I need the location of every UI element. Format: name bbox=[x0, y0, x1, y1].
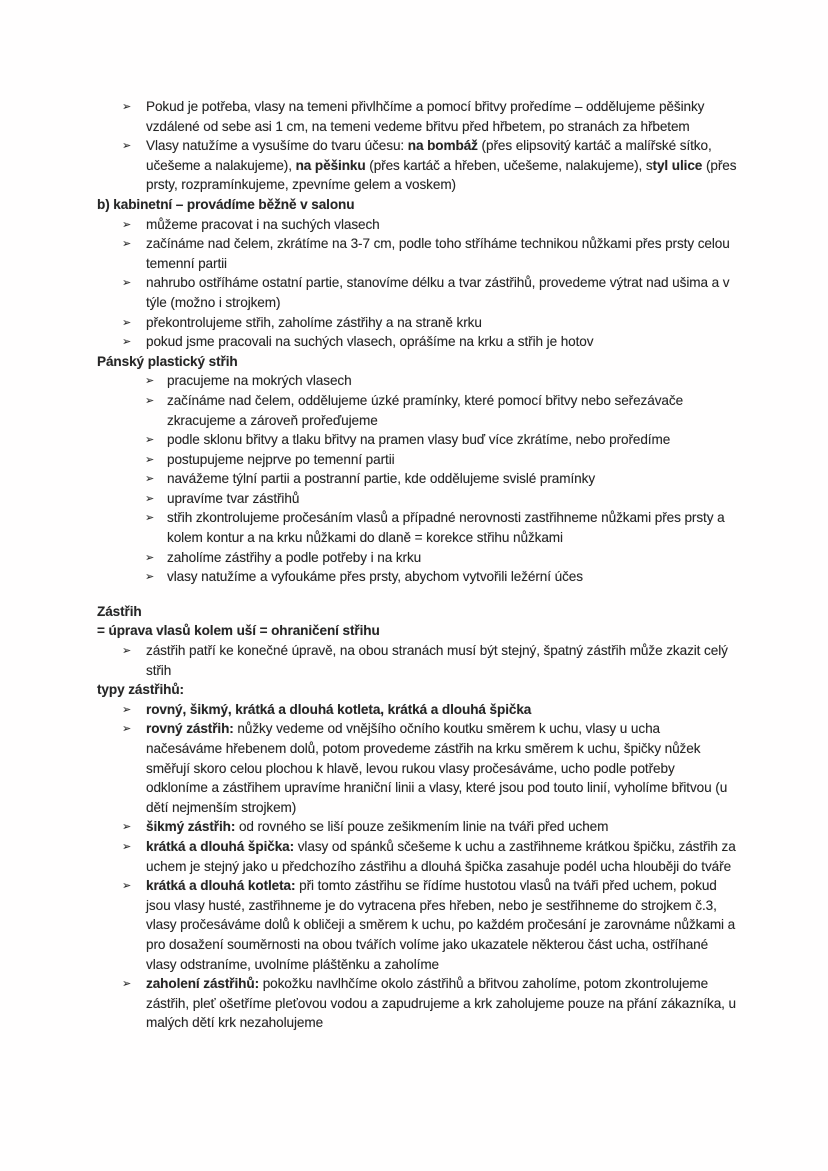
bullet-arrow-icon: ➢ bbox=[145, 472, 155, 486]
bullet-item bbox=[97, 837, 739, 876]
bullet-text bbox=[146, 313, 739, 333]
section-heading bbox=[97, 352, 739, 372]
bullet-item bbox=[97, 450, 739, 470]
text-segment: střih zkontrolujeme pročesáním vlasů a případné nerovnosti zastřihneme nůžkami přes prsty a kolem kontur a na krku nůžkami do dlaně = korekce střihu nůžkami bbox=[167, 510, 725, 546]
text-segment: Vlasy natužíme a vysušíme do tvaru účesu: bbox=[146, 138, 408, 154]
section-heading bbox=[97, 621, 739, 641]
bullet-arrow-icon: ➢ bbox=[145, 452, 155, 466]
bullet-item bbox=[97, 97, 739, 136]
bullet-text bbox=[146, 719, 739, 817]
bullet-item bbox=[97, 391, 739, 430]
bullet-item bbox=[97, 136, 739, 195]
bullet-text bbox=[146, 700, 739, 720]
text-segment: na pěšinku bbox=[295, 157, 366, 173]
bullet-text bbox=[167, 489, 739, 509]
bullet-arrow-icon: ➢ bbox=[122, 977, 132, 991]
bullet-arrow-icon: ➢ bbox=[145, 570, 155, 584]
bullet-arrow-icon: ➢ bbox=[122, 879, 132, 893]
text-segment: krátká a dlouhá špička: bbox=[146, 838, 295, 854]
text-segment: (přes kartáč a hřeben, učešeme, nalakujeme), s bbox=[365, 157, 653, 173]
bullet-arrow-icon: ➢ bbox=[122, 644, 132, 658]
text-segment: (přes prsty, rozpramínkujeme, zpevníme gelem a voskem) bbox=[146, 157, 737, 193]
bullet-item bbox=[97, 489, 739, 509]
text-segment: nahrubo ostříháme ostatní partie, stanovíme délku a tvar zástřihů, provedeme výtrat nad ušima a v týle (možno i strojkem) bbox=[146, 275, 730, 310]
bullet-arrow-icon: ➢ bbox=[122, 237, 132, 251]
text-segment: zástřih patří ke konečné úpravě, na obou stranách musí být stejný, špatný zástřih může zkazit celý střih bbox=[146, 643, 728, 678]
bullet-item bbox=[97, 817, 739, 837]
bullet-arrow-icon: ➢ bbox=[122, 276, 132, 290]
text-segment: zaholíme zástřihy a podle potřeby i na krku bbox=[167, 549, 422, 565]
text-segment: b) kabinetní – provádíme běžně v salonu bbox=[97, 196, 355, 212]
text-segment: Pokud je potřeba, vlasy na temeni přivlhčíme a pomocí břitvy proředíme – oddělujeme pěšinky vzdálené od sebe asi 1 cm, na temeni vedeme břitvu před hřbetem, po stranách za hřbetem bbox=[146, 99, 705, 134]
bullet-arrow-icon: ➢ bbox=[122, 315, 132, 329]
bullet-text bbox=[146, 641, 739, 680]
bullet-item bbox=[97, 876, 739, 974]
bullet-item bbox=[97, 313, 739, 333]
bullet-text bbox=[146, 817, 739, 837]
text-segment: šikmý zástřih: bbox=[146, 819, 236, 835]
text-segment: navážeme týlní partii a postranní partie, kde oddělujeme svislé pramínky bbox=[167, 471, 596, 487]
section-heading bbox=[97, 195, 739, 215]
text-segment: začínáme nad čelem, zkrátíme na 3-7 cm, podle toho stříháme technikou nůžkami přes prsty celou temenní partii bbox=[146, 236, 730, 271]
text-segment: = úprava vlasů kolem uší = ohraničení střihu bbox=[97, 623, 380, 639]
bullet-item bbox=[97, 234, 739, 273]
text-segment: rovný, šikmý, krátká a dlouhá kotleta, krátká a dlouhá špička bbox=[146, 701, 532, 717]
document-content bbox=[97, 97, 739, 1033]
bullet-item bbox=[97, 548, 739, 568]
bullet-item bbox=[97, 332, 739, 352]
bullet-arrow-icon: ➢ bbox=[122, 820, 132, 834]
bullet-text bbox=[146, 332, 739, 352]
bullet-text bbox=[146, 234, 739, 273]
text-segment: vlasy natužíme a vyfoukáme přes prsty, abychom vytvořili ležérní účes bbox=[167, 569, 583, 585]
bullet-text bbox=[167, 450, 739, 470]
section-heading bbox=[97, 680, 739, 700]
bullet-item bbox=[97, 469, 739, 489]
text-segment: překontrolujeme střih, zaholíme zástřihy a na straně krku bbox=[146, 314, 482, 330]
text-segment: rovný zástřih: bbox=[146, 721, 234, 737]
bullet-text bbox=[167, 371, 739, 391]
bullet-text bbox=[146, 876, 739, 974]
bullet-item bbox=[97, 641, 739, 680]
bullet-item bbox=[97, 508, 739, 547]
text-segment: pracujeme na mokrých vlasech bbox=[167, 373, 352, 389]
bullet-arrow-icon: ➢ bbox=[122, 839, 132, 853]
text-segment: vlasy od spánků sčešeme k uchu a zastřihneme krátkou špičku, zástřih za uchem je stejný jako u předchozího zástřihu a dlouhá špička zasahuje podél ucha hlouběji do tváře bbox=[146, 838, 736, 874]
text-segment: na bombáž bbox=[407, 138, 478, 154]
bullet-text bbox=[167, 430, 739, 450]
bullet-text bbox=[167, 391, 739, 430]
text-segment: od rovného se liší pouze zešikmením linie na tváři před uchem bbox=[235, 819, 609, 835]
text-segment: nůžky vedeme od vnějšího očního koutku směrem k uchu, vlasy u ucha načesáváme hřebenem dolů, potom provedeme zástřih na krku směrem k uchu, špičky nůžek směřují skoro celou plochou k hlavě, levou rukou vlasy pročesáváme, ucho podle potřeby odkloníme a zástřihem upravíme hraniční linii a vlasy, které jsou pod touto linií, vyholíme břitvou (u dětí nejmenším strojkem) bbox=[146, 721, 728, 815]
text-segment: při tomto zástřihu se řídíme hustotou vlasů na tváři před uchem, pokud jsou vlasy husté, zastřihneme je do vytracena přes hřeben, nebo je sestřihneme do strojkem č.3, vlasy pročesáváme dolů k obličeji a směrem k uchu, po každém pročesání je zarovnáme nůžkami a pro dosažení souměrnosti na obou tvářích volíme jako ukazatele některou část ucha, ostříhané vlasy odstraníme, uvolníme pláštěnku a zaholíme bbox=[146, 878, 736, 972]
text-segment: (přes elipsovitý kartáč a malířské sítko, učešeme a nalakujeme), bbox=[146, 138, 712, 173]
bullet-arrow-icon: ➢ bbox=[145, 511, 155, 525]
section-gap bbox=[97, 587, 739, 602]
bullet-item bbox=[97, 273, 739, 312]
bullet-arrow-icon: ➢ bbox=[122, 100, 132, 113]
bullet-text bbox=[146, 97, 739, 136]
bullet-arrow-icon: ➢ bbox=[145, 550, 155, 564]
text-segment: Zástřih bbox=[97, 603, 142, 619]
bullet-text bbox=[167, 469, 739, 489]
text-segment: tyl ulice bbox=[652, 157, 703, 173]
bullet-arrow-icon: ➢ bbox=[145, 491, 155, 505]
bullet-arrow-icon: ➢ bbox=[122, 217, 132, 231]
text-segment: typy zástřihů: bbox=[97, 682, 184, 698]
text-segment: zaholení zástřihů: bbox=[146, 976, 260, 992]
bullet-arrow-icon: ➢ bbox=[145, 374, 155, 388]
bullet-arrow-icon: ➢ bbox=[122, 722, 132, 736]
bullet-arrow-icon: ➢ bbox=[122, 139, 132, 153]
bullet-text bbox=[146, 837, 739, 876]
section-heading bbox=[97, 602, 739, 622]
bullet-text bbox=[167, 508, 739, 547]
bullet-arrow-icon: ➢ bbox=[122, 702, 132, 716]
bullet-text bbox=[167, 567, 739, 587]
bullet-item bbox=[97, 974, 739, 1033]
bullet-item bbox=[97, 430, 739, 450]
bullet-text bbox=[146, 136, 739, 195]
text-segment: krátká a dlouhá kotleta: bbox=[146, 878, 296, 894]
bullet-text bbox=[146, 974, 739, 1033]
bullet-item bbox=[97, 567, 739, 587]
bullet-item bbox=[97, 700, 739, 720]
bullet-arrow-icon: ➢ bbox=[122, 335, 132, 349]
bullet-item bbox=[97, 215, 739, 235]
text-segment: upravíme tvar zástřihů bbox=[167, 490, 300, 506]
bullet-text bbox=[146, 215, 739, 235]
text-segment: pokud jsme pracovali na suchých vlasech, oprášíme na krku a střih je hotov bbox=[146, 334, 594, 350]
bullet-text bbox=[146, 273, 739, 312]
bullet-item bbox=[97, 371, 739, 391]
bullet-text bbox=[167, 548, 739, 568]
text-segment: začínáme nad čelem, oddělujeme úzké pramínky, které pomocí břitvy nebo seřezávače zkracujeme a zároveň prořeďujeme bbox=[167, 392, 684, 428]
bullet-arrow-icon: ➢ bbox=[145, 393, 155, 407]
text-segment: můžeme pracovat i na suchých vlasech bbox=[146, 216, 380, 232]
text-segment: Pánský plastický střih bbox=[97, 353, 238, 369]
bullet-arrow-icon: ➢ bbox=[145, 433, 155, 447]
text-segment: podle sklonu břitvy a tlaku břitvy na pramen vlasy buď více zkrátíme, nebo proředíme bbox=[167, 432, 671, 448]
bullet-item bbox=[97, 719, 739, 817]
text-segment: postupujeme nejprve po temenní partii bbox=[167, 451, 395, 467]
text-segment: pokožku navlhčíme okolo zástřihů a břitvou zaholíme, potom zkontrolujeme zástřih, pleť ošetříme pleťovou vodou a zapudrujeme a krk zaholujeme pouze na přání zákazníka, u malých dětí krk nezaholujeme bbox=[146, 976, 736, 1031]
